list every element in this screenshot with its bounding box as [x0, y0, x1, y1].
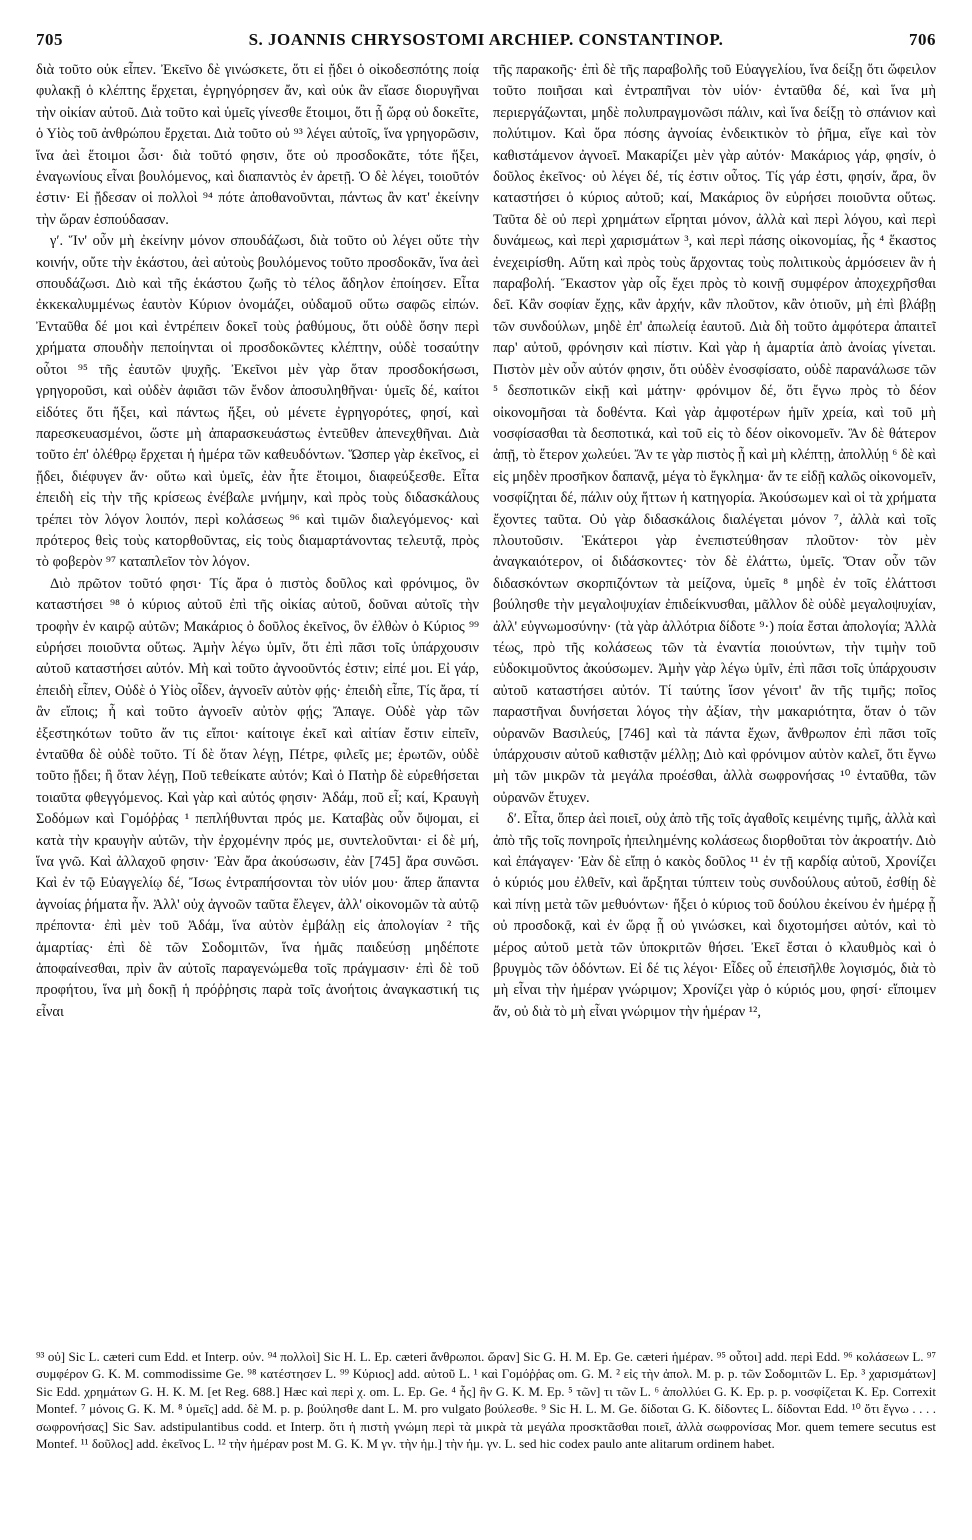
- right-page-number: 706: [909, 30, 936, 49]
- paragraph: διὰ τοῦτο οὐκ εἶπεν. Ἐκεῖνο δὲ γινώσκετε, ὅτι εἰ ᾔδει ὁ οἰκοδεσπότης ποίᾳ φυλακῇ ὁ κλέπτης ἔρχεται, ἐγρηγόρησεν ἄν, καὶ οὐκ ἂν εἴασε διορυγῆναι τὴν οἰκίαν αὐτοῦ. Διὰ τοῦτο καὶ ὑμεῖς γίνεσθε ἕτοιμοι, ὅτι ᾗ ὥρᾳ οὐ δοκεῖτε, ὁ Υἱὸς τοῦ ἀνθρώπου ἔρχεται. Διὰ τοῦτο οὐ ⁹³ λέγει αὐτοῖς, ἵνα γρηγορῶσιν, ἵνα ἀεὶ ἕτοιμοι ὦσι· διὰ τοῦτό φησιν, ὅτε οὐ προσδοκᾶτε, τότε ἥξει, ἐναγωνίους εἶναι βουλόμενος, καὶ διαπαντὸς ἐν ἀρετῇ. Ὁ δὲ λέγει, τοιοῦτόν ἐστιν· Εἰ ᾔδεσαν οἱ πολλοὶ ⁹⁴ πότε ἀποθανοῦνται, πάντως ἂν κατ' ἐκείνην τὴν ὥραν ἐσπούδασαν.: [36, 62, 479, 228]
- paragraph: δʹ. Εἶτα, ὅπερ ἀεὶ ποιεῖ, οὐχ ἀπὸ τῆς τοῖς ἀγαθοῖς κειμένης τιμῆς, ἀλλὰ καὶ ἀπὸ τῆς τοῖς πονηροῖς ἠπειλημένης κολάσεως διορθοῦται τὸν ἀκροατήν. Διὸ καὶ ἐπάγαγεν· Ἐὰν δὲ εἴπῃ ὁ κακὸς δοῦλος ¹¹ ἐν τῇ καρδίᾳ αὐτοῦ, Χρονίζει ὁ κύριός μου ἐλθεῖν, καὶ ἄρξηται τύπτειν τοὺς συνδούλους αὐτοῦ, ἐσθίῃ δὲ καὶ πίνῃ μετὰ τῶν μεθυόντων· ἥξει ὁ κύριος τοῦ δούλου ἐκείνου ἐν ἡμέρᾳ ᾗ οὐ προσδοκᾷ, καὶ ἐν ὥρᾳ ᾗ οὐ γινώσκει, καὶ διχοτομήσει αὐτόν, καὶ τὸ μέρος αὐτοῦ μετὰ τῶν ὑποκριτῶν θήσει. Ἐκεῖ ἔσται ὁ κλαυθμὸς καὶ ὁ βρυγμὸς τῶν ὀδόντων. Εἰ δέ τις λέγοι· Εἶδες οὗ ἐπεισῆλθε λογισμός, διὰ τὸ μὴ εἶναι τὴν ἡμέραν γνώριμον; Χρονίζει γὰρ ὁ κύριός μου, φησί· εἴποιμεν ἄν, οὐ διὰ τὸ μὴ εἶναι γνώριμον τὴν ἡμέραν ¹²,: [493, 811, 936, 1020]
- left-column: [36, 60, 479, 1338]
- running-title: S. JOANNIS CHRYSOSTOMI ARCHIEP. CONSTANTINOP.: [248, 30, 724, 49]
- right-column: [493, 60, 936, 1338]
- paragraph: τῆς παρακοῆς· ἐπὶ δὲ τῆς παραβολῆς τοῦ Εὐαγγελίου, ἵνα δείξῃ ὅτι ὤφειλον τοῦτο ποιῆσαι καὶ ἐντραπῆναι τὸν υἱόν· ἐνταῦθα δέ, καὶ ἵνα μὴ περιεργάζωνται, μηδὲ πολυπραγμονῶσι πάλιν, καὶ ἵνα δείξῃ τὸ σπάνιον καὶ πολύτιμον. Καὶ ὅρα πόσης ἀγνοίας ἐνδεικτικὸν τὸ ῥῆμα, εἴγε καὶ τὸν καθιστάμενον ἀγνοεῖ. Μακαρίζει μὲν γὰρ αὐτόν· Μακάριος γάρ, φησίν, ὁ δοῦλος ἐκεῖνος· οὐ λέγει δέ, τίς ἐστιν οὗτος. Τίς γάρ ἐστι, φησίν, ἄρα, ὃν καταστήσει ὁ κύριος αὐτοῦ; καί, Μακάριος ὃν εὑρήσει ποιοῦντα οὕτως. Ταῦτα δὲ οὐ περὶ χρημάτων εἴρηται μόνον, ἀλλὰ καὶ περὶ λόγου, καὶ περὶ δυνάμεως, καὶ περὶ χαρισμάτων ³, καὶ περὶ πάσης οἰκονομίας, ἧς ⁴ ἕκαστος ἐνεχειρίσθη. Αὕτη καὶ πρὸς τοὺς ἄρχοντας τοὺς πολιτικοὺς ἁρμόσειεν ἂν ἡ παραβολή. Ἕκαστον γὰρ οἷς ἔχει πρὸς τὸ κοινῇ συμφέρον ἀποχεχρῆσθαι δεῖ. Κἂν σοφίαν ἔχῃς, κἂν ἀρχήν, κἂν πλοῦτον, κἂν ὁτιοῦν, μὴ ἐπὶ βλάβῃ τῶν συνδούλων, μηδὲ ἐπ' ἀπωλείᾳ ἑαυτοῦ. Διὰ δὴ τοῦτο ἀμφότερα ἀπαιτεῖ παρ' αὐτοῦ, φρόνησιν καὶ πίστιν. Καὶ γὰρ ἡ ἁμαρτία ἀπὸ ἀνοίας γίνεται. Πιστὸν μὲν οὖν αὐτόν φησιν, ὅτι οὐδὲν ἐνοσφίσατο, οὐδὲ παρανάλωσε τῶν ⁵ δεσποτικῶν εἰκῇ καὶ μάτην· φρόνιμον δέ, ὅτι ἔγνω πρὸς τὸ δέον οἰκονομῆσαι τὰ δοθέντα. Καὶ γὰρ ἀμφοτέρων ἡμῖν χρεία, καὶ τοῦ μὴ νοσφίσασθαι τὰ δεσποτικά, καὶ τοῦ εἰς τὸ δέον οἰκονομεῖν. Ἂν δὲ θάτερον ἀπῇ, τὸ ἕτερον χωλεύει. Ἄν τε γὰρ πιστὸς ᾖ καὶ μὴ κλέπτῃ, ἀπολλύῃ ⁶ δὲ καὶ εἰς μηδὲν προσῆκον δαπανᾷ, μέγα τὸ ἔγκλημα· ἄν τε εἰδῇ καλῶς οἰκονομεῖν, νοσφίζηται δέ, πάλιν οὐχ ἥττων ἡ κατηγορία. Ἀκούσωμεν καὶ οἱ τὰ χρήματα ἔχοντες ταῦτα. Οὐ γὰρ διδασκάλοις διαλέγεται μόνον ⁷, ἀλλὰ καὶ τοῖς πλουτοῦσιν. Ἑκάτεροι γὰρ ἐνεπιστεύθησαν πλοῦτον· τὸν μὲν ἀναγκαιότερον, οἱ διδάσκοντες· τὸν δὲ ἐλάττω, ὑμεῖς. Ὅταν οὖν τῶν διδασκόντων σκορπιζόντων τὰ μείζονα, ὑμεῖς ⁸ μηδὲ ἐν τοῖς ἐλάττοσι βούλησθε τὴν μεγαλοψυχίαν ἐπιδείκνυσθαι, μᾶλλον δὲ οὐδὲ μεγαλοψυχίαν, ἀλλ' εὐγνωμοσύνην· (τὰ γὰρ ἀλλότρια δίδοτε ⁹·) ποία ἔσται ἀπολογία; Ἀλλὰ τέως, πρὸ τῆς κολάσεως τῶν τὰ ἐναντία ποιούντων, τὴν τιμὴν τοῦ εὐδοκιμοῦντος ἀκούσωμεν. Ἀμὴν γὰρ λέγω ὑμῖν, ἐπὶ πᾶσι τοῖς ὑπάρχουσιν αὐτοῦ καταστήσει αὐτόν. Τί ταύτης ἴσον γένοιτ' ἂν τῆς τιμῆς; ποῖος παραστῆναι δυνήσεται λόγος τὴν ἀξίαν, τὴν μακαριότητα, ὅταν ὁ τῶν οὐρανῶν Βασιλεύς, [746] καὶ τὰ πάντα ἔχων, ἄνθρωπον ἐπὶ πᾶσι τοῖς ὑπάρχουσιν αὐτοῦ καθιστᾷν μέλλῃ; Διὸ καὶ φρόνιμον αὐτὸν καλεῖ, ὅτι ἔγνω μὴ τῶν μικρῶν τὰ μεγάλα προέσθαι, ἀλλὰ σωφρονήσας ¹⁰ ἐνταῦθα, τῶν οὐρανῶν ἔτυχεν.: [493, 62, 936, 806]
- paragraph: Διὸ πρῶτον τοῦτό φησι· Τίς ἄρα ὁ πιστὸς δοῦλος καὶ φρόνιμος, ὃν καταστήσει ⁹⁸ ὁ κύριος αὐτοῦ ἐπὶ τῆς οἰκίας αὐτοῦ, δοῦναι αὐτοῖς τὴν τροφὴν ἐν καιρῷ αὐτῶν; Μακάριος ὁ δοῦλος ἐκεῖνος, ὃν ἐλθὼν ὁ Κύριος ⁹⁹ εὑρήσει ποιοῦντα οὕτως. Ἀμὴν λέγω ὑμῖν, ὅτι ἐπὶ πᾶσι τοῖς ὑπάρχουσιν αὐτοῦ καταστήσει αὐτόν. Μὴ καὶ τοῦτο ἀγνοοῦντός ἐστιν; εἰπέ μοι. Εἰ γάρ, ἐπειδὴ εἶπεν, Οὐδὲ ὁ Υἱὸς οἶδεν, ἀγνοεῖν αὐτὸν φῄς· ἐπειδὴ εἶπε, Τίς ἄρα, τί ἂν εἴποις; ἦ καὶ τοῦτο ἀγνοεῖν αὐτὸν φῄς; Ἄπαγε. Οὐδὲ γὰρ τῶν ἐξεστηκότων τοῦτο ἄν τις εἴποι· καίτοιγε ἐκεῖ καὶ αἰτίαν ἔστιν εἰπεῖν, ἐνταῦθα δὲ οὐδὲ τοῦτο. Τί δὲ ὅταν λέγῃ, Πέτρε, φιλεῖς με; ἐρωτῶν, οὐδὲ τοῦτο ᾔδει; ἢ ὅταν λέγῃ, Ποῦ τεθείκατε αὐτόν; Καὶ ὁ Πατὴρ δὲ εὑρεθήσεται τοιαῦτα φθεγγόμενος. Καὶ γὰρ καὶ αὐτός φησιν· Ἀδάμ, ποῦ εἶ; καί, Κραυγὴ Σοδόμων καὶ Γομόῤῥας ¹ πεπλήθυνται πρός με. Καταβὰς οὖν ὄψομαι, εἰ κατὰ τὴν κραυγὴν αὐτῶν, τὴν ἐρχομένην πρός με, συντελοῦνται· εἰ δὲ μή, ἵνα γνῶ. Καὶ ἀλλαχοῦ φησιν· Ἐὰν ἄρα ἀκούσωσιν, ἐὰν [745] ἄρα συνῶσι. Καὶ ἐν τῷ Εὐαγγελίῳ δέ, Ἴσως ἐντραπήσονται τὸν υἱόν μου· ἅπερ ἅπαντα ἀγνοίας ῥήματα ἦν. Ἀλλ' οὐχ ἀγνοῶν ταῦτα ἔλεγεν, ἀλλ' οἰκονομῶν τὰ αὐτῷ πρέποντα· ἐπὶ μὲν τοῦ Ἀδάμ, ἵνα αὐτὸν ἐμβάλῃ εἰς ἀπολογίαν ² τῆς ἁμαρτίας· ἐπὶ δὲ τῶν Σοδομιτῶν, ἵνα ἡμᾶς παιδεύσῃ μηδέποτε ἀποφαίνεσθαι, πρὶν ἂν αὐτοῖς παραγενώμεθα τοῖς πράγμασιν· ἐπὶ δὲ τοῦ προφήτου, ἵνα μὴ δοκῇ ἡ πρόῤῥησις παρὰ τοῖς ἀνοήτοις ἀναγκαστική τις εἶναι: [36, 575, 479, 1020]
- left-page-number: 705: [36, 30, 63, 49]
- running-header: [36, 30, 936, 54]
- paragraph: γʹ. Ἵν' οὖν μὴ ἐκείνην μόνον σπουδάζωσι, διὰ τοῦτο οὐ λέγει οὔτε τὴν κοινήν, οὔτε τὴν ἑκάστου, ἀεὶ αὐτοὺς βουλόμενος τοῦτο προσδοκᾶν, ἵνα ἀεὶ σπουδάζωσι. Διὸ καὶ τῆς ἑκάστου ζωῆς τὸ τέλος ἄδηλον ἐποίησεν. Εἶτα ἐκκεκαλυμμένως ἑαυτὸν Κύριον ὀνομάζει, οὐδαμοῦ οὕτω σαφῶς εἰπών. Ἐνταῦθα δέ μοι καὶ ἐντρέπειν δοκεῖ τοὺς ῥαθύμους, ὅτι οὐδὲ ὅσην περὶ χρήματα σπουδὴν πεποίηνται οἱ προσδοκῶντες κλέπτην, οὐδὲ τοσαύτην οὗτοι ⁹⁵ τῆς ἑαυτῶν ψυχῆς. Ἐκεῖνοι μὲν γὰρ ὅταν προσδοκήσωσι, γρηγοροῦσι, καὶ οὐδὲν ἀφιᾶσι τῶν ἔνδον ἀποσυληθῆναι· ὑμεῖς δέ, καίτοι εἰδότες ὅτι ἥξει, καὶ πάντως ἥξει, οὐ μένετε ἐγρηγορότες, φησί, καὶ παρεσκευασμένοι, ὥστε μὴ ἀπαρασκευάστως ἐντεῦθεν ἀπενεχθῆναι. Διὰ τοῦτο ἐπ' ὀλέθρῳ ἔρχεται ἡ ἡμέρα τῶν καθευδόντων. Ὥσπερ γὰρ ἐκεῖνος, εἰ ᾔδει, διέφυγεν ἄν· οὕτω καὶ ὑμεῖς, ἐὰν ἦτε ἕτοιμοι, διαφεύξεσθε. Εἶτα ἐπειδὴ εἰς τὴν τῆς κρίσεως ἐνέβαλε μνήμην, καὶ πρὸς τοὺς διδασκάλους τρέπει τὸν λόγον λοιπόν, περὶ κολάσεως ⁹⁶ καὶ τιμῶν διαλεγόμενος· καὶ πρότερος θεὶς τοὺς κατορθοῦντας, εἰς τοὺς διαμαρτάνοντας τελευτᾷ, πρὸς τὸ φοβερὸν ⁹⁷ καταπλεῖον τὸν λόγον.: [36, 233, 479, 571]
- footnote-text: ⁹³ οὐ] Sic L. cæteri cum Edd. et Interp. οὐν. ⁹⁴ πολλοὶ] Sic H. L. Ep. cæteri ἄνθρωποι. ὥραν] Sic G. H. M. Ep. Ge. cæteri ἡμέραν. ⁹⁵ οὗτοι] add. περὶ Edd. ⁹⁶ κολάσεων L. ⁹⁷ συμφέρον G. K. M. commodissime Ge. ⁹⁸ κατέστησεν L. ⁹⁹ Κύριος] add. αὐτοῦ L. ¹ καὶ Γομόῤῥας om. G. M. ² εἰς τὴν ἀπολ. M. p. p. τῶν Σοδομιτῶν L. Ep. ³ χαρισμάτων] Sic Edd. χρημάτων G. H. K. M. [et Reg. 688.] Hæc καὶ περὶ χ. om. L. Ep. Ge. ⁴ ἧς] ἣν G. K. M. Ep. ⁵ τῶν] τι τῶν L. ⁶ ἀπολλύει G. K. Ep. p. p. νοσφίζεται K. Ep. Correxit Montef. ⁷ μόνοις G. K. M. ⁸ ὑμεῖς] add. δὲ M. p. p. βούλησθε dant L. M. pro vulgato βούλεσθε. ⁹ Sic H. L. M. Ge. δίδοται G. K. δίδοντες L. δίδονται Edd. ¹⁰ ὅτι ἔγνω . . . . σωφρονήσας] Sic Sav. adstipulantibus codd. et Interp. ὅτι ἡ πιστὴ γνώμη περὶ τὰ μικρὰ τὰ μεγάλα προσκτᾶσθαι ποιεῖ, ἀλλὰ σωφρονίσας Mor. quem temere secutus est Montef. ¹¹ δοῦλος] add. ἐκεῖνος L. ¹² τὴν ἡμέραν post M. G. K. M γν. τὴν ἡμ.] τὴν ἡμ. γν. L. sed hic codex paulo ante alitarum ordinem habet.: [36, 1349, 936, 1452]
- text-columns: [36, 60, 936, 1338]
- footnotes: [36, 1348, 936, 1524]
